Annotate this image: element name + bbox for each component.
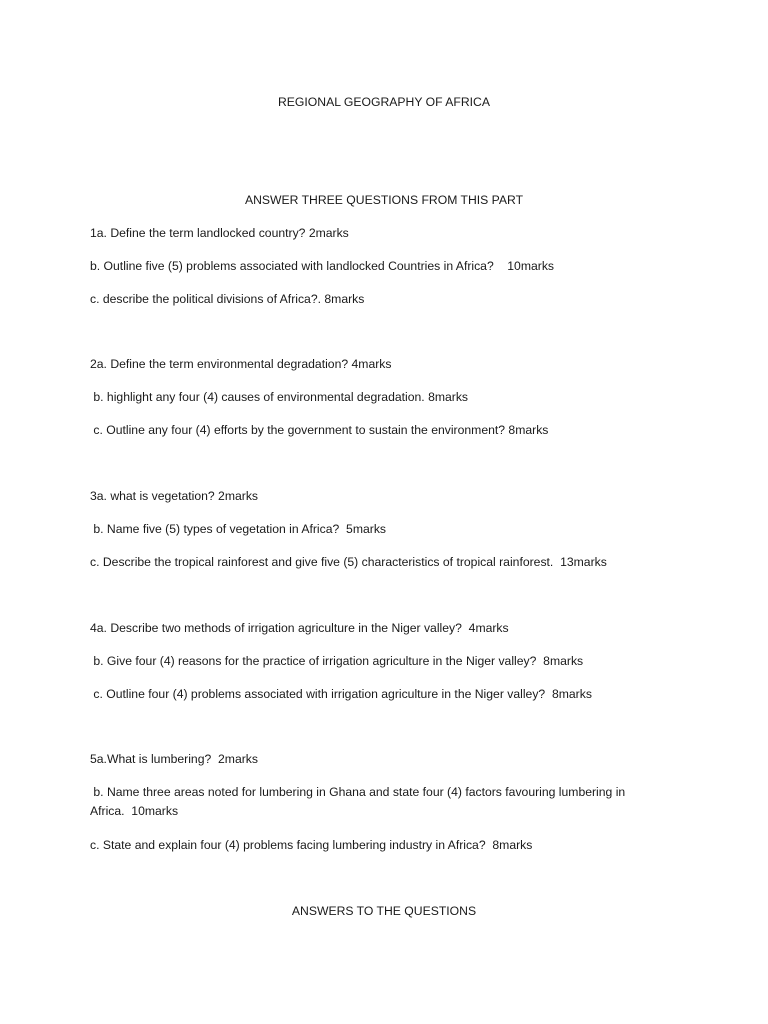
question-3b: b. Name five (5) types of vegetation in Africa? 5marks — [90, 522, 387, 536]
question-1a: 1a. Define the term landlocked country? 2marks — [90, 226, 349, 240]
question-2b: b. highlight any four (4) causes of environmental degradation. 8marks — [90, 390, 469, 404]
question-4a: 4a. Describe two methods of irrigation agriculture in the Niger valley? 4marks — [90, 621, 509, 635]
question-5b: b. Name three areas noted for lumbering in Ghana and state four (4) factors favouring lumbering in Africa. 10marks — [90, 785, 628, 818]
question-5a: 5a.What is lumbering? 2marks — [90, 752, 258, 766]
answers-heading: ANSWERS TO THE QUESTIONS — [291, 904, 477, 918]
instruction-text: ANSWER THREE QUESTIONS FROM THIS PART — [244, 193, 524, 207]
question-1c: c. describe the political divisions of Africa?. 8marks — [90, 292, 365, 306]
question-2c: c. Outline any four (4) efforts by the government to sustain the environment? 8marks — [90, 423, 549, 437]
question-2a: 2a. Define the term environmental degradation? 4marks — [90, 357, 392, 371]
document-title: REGIONAL GEOGRAPHY OF AFRICA — [278, 95, 490, 109]
question-1b: b. Outline five (5) problems associated with landlocked Countries in Africa? 10marks — [90, 259, 555, 273]
question-4b: b. Give four (4) reasons for the practice of irrigation agriculture in the Niger valley? 8marks — [90, 654, 584, 668]
question-3a: 3a. what is vegetation? 2marks — [90, 489, 259, 503]
question-4c: c. Outline four (4) problems associated with irrigation agriculture in the Niger valley? 8marks — [90, 687, 592, 701]
question-5c: c. State and explain four (4) problems facing lumbering industry in Africa? 8marks — [90, 838, 533, 852]
question-3c: c. Describe the tropical rainforest and give five (5) characteristics of tropical rainforest. 13marks — [90, 555, 607, 569]
